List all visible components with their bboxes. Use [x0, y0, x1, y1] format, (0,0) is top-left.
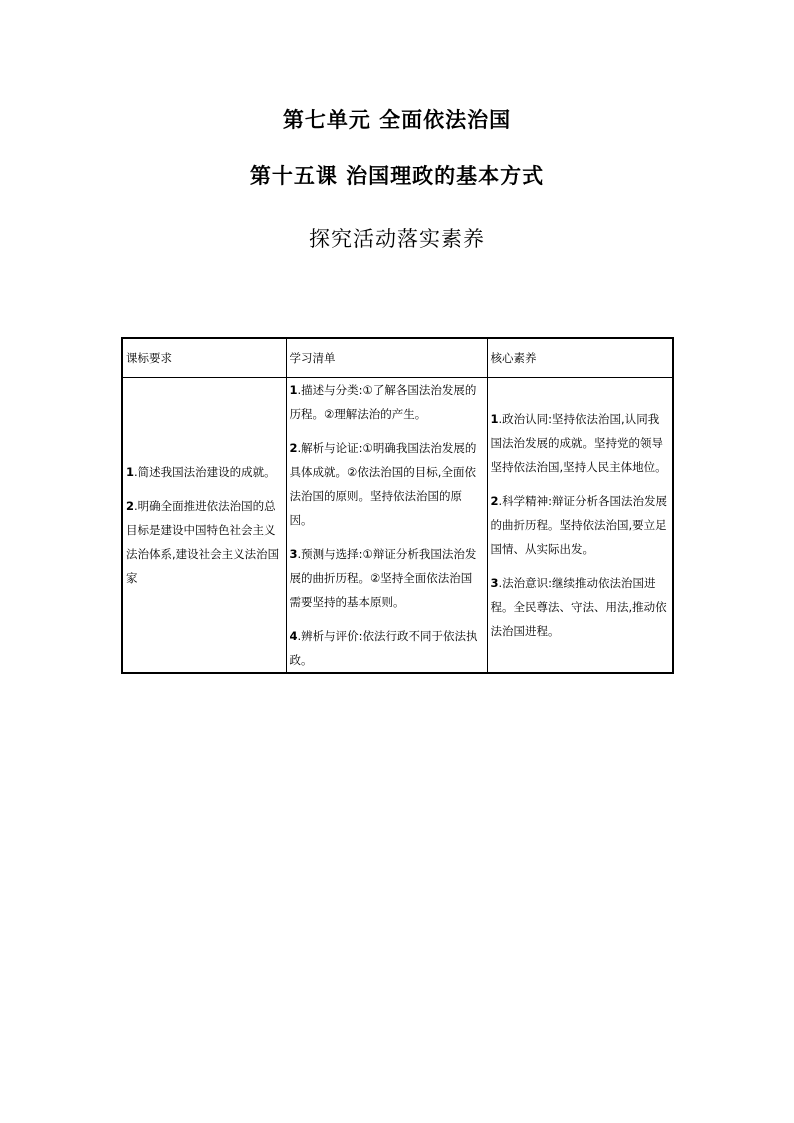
section-title: 探究活动落实素养 [309, 227, 485, 251]
list-item: 1.简述我国法治建设的成就。 [126, 465, 276, 479]
header-study-checklist: 学习清单 [286, 338, 487, 378]
header-curriculum-requirements: 课标要求 [122, 338, 286, 378]
header-core-competencies: 核心素养 [487, 338, 673, 378]
table-row [122, 378, 673, 674]
curriculum-table [121, 337, 674, 674]
list-item: 3.法治意识:继续推动依法治国进程。全民尊法、守法、用法,推动依法治国进程。 [490, 576, 667, 638]
list-item: 2.解析与论证:①明确我国法治发展的具体成就。②依法治国的目标,全面依法治国的原则。坚持依法治国的原因。 [289, 441, 477, 527]
cell-study-checklist [286, 378, 487, 674]
unit-title: 第七单元 全面依法治国 [282, 108, 512, 132]
cell-curriculum-requirements [122, 378, 286, 674]
table-header-row [122, 338, 673, 378]
list-item: 1.政治认同:坚持依法治国,认同我国法治发展的成就。坚持党的领导坚持依法治国,坚持人民主体地位。 [490, 412, 667, 474]
list-item: 3.预测与选择:①辩证分析我国法治发展的曲折历程。②坚持全面依法治国需要坚持的基本原则。 [289, 547, 477, 609]
list-item: 4.辨析与评价:依法行政不同于依法执政。 [289, 629, 478, 667]
list-item: 1.描述与分类:①了解各国法治发展的历程。②理解法治的产生。 [289, 383, 477, 421]
lesson-title: 第十五课 治国理政的基本方式 [249, 164, 545, 188]
list-item: 2.明确全面推进依法治国的总目标是建设中国特色社会主义法治体系,建设社会主义法治国家 [126, 499, 280, 585]
cell-core-competencies [487, 378, 673, 674]
list-item: 2.科学精神:辩证分析各国法治发展的曲折历程。坚持依法治国,要立足国情、从实际出发。 [490, 494, 668, 556]
